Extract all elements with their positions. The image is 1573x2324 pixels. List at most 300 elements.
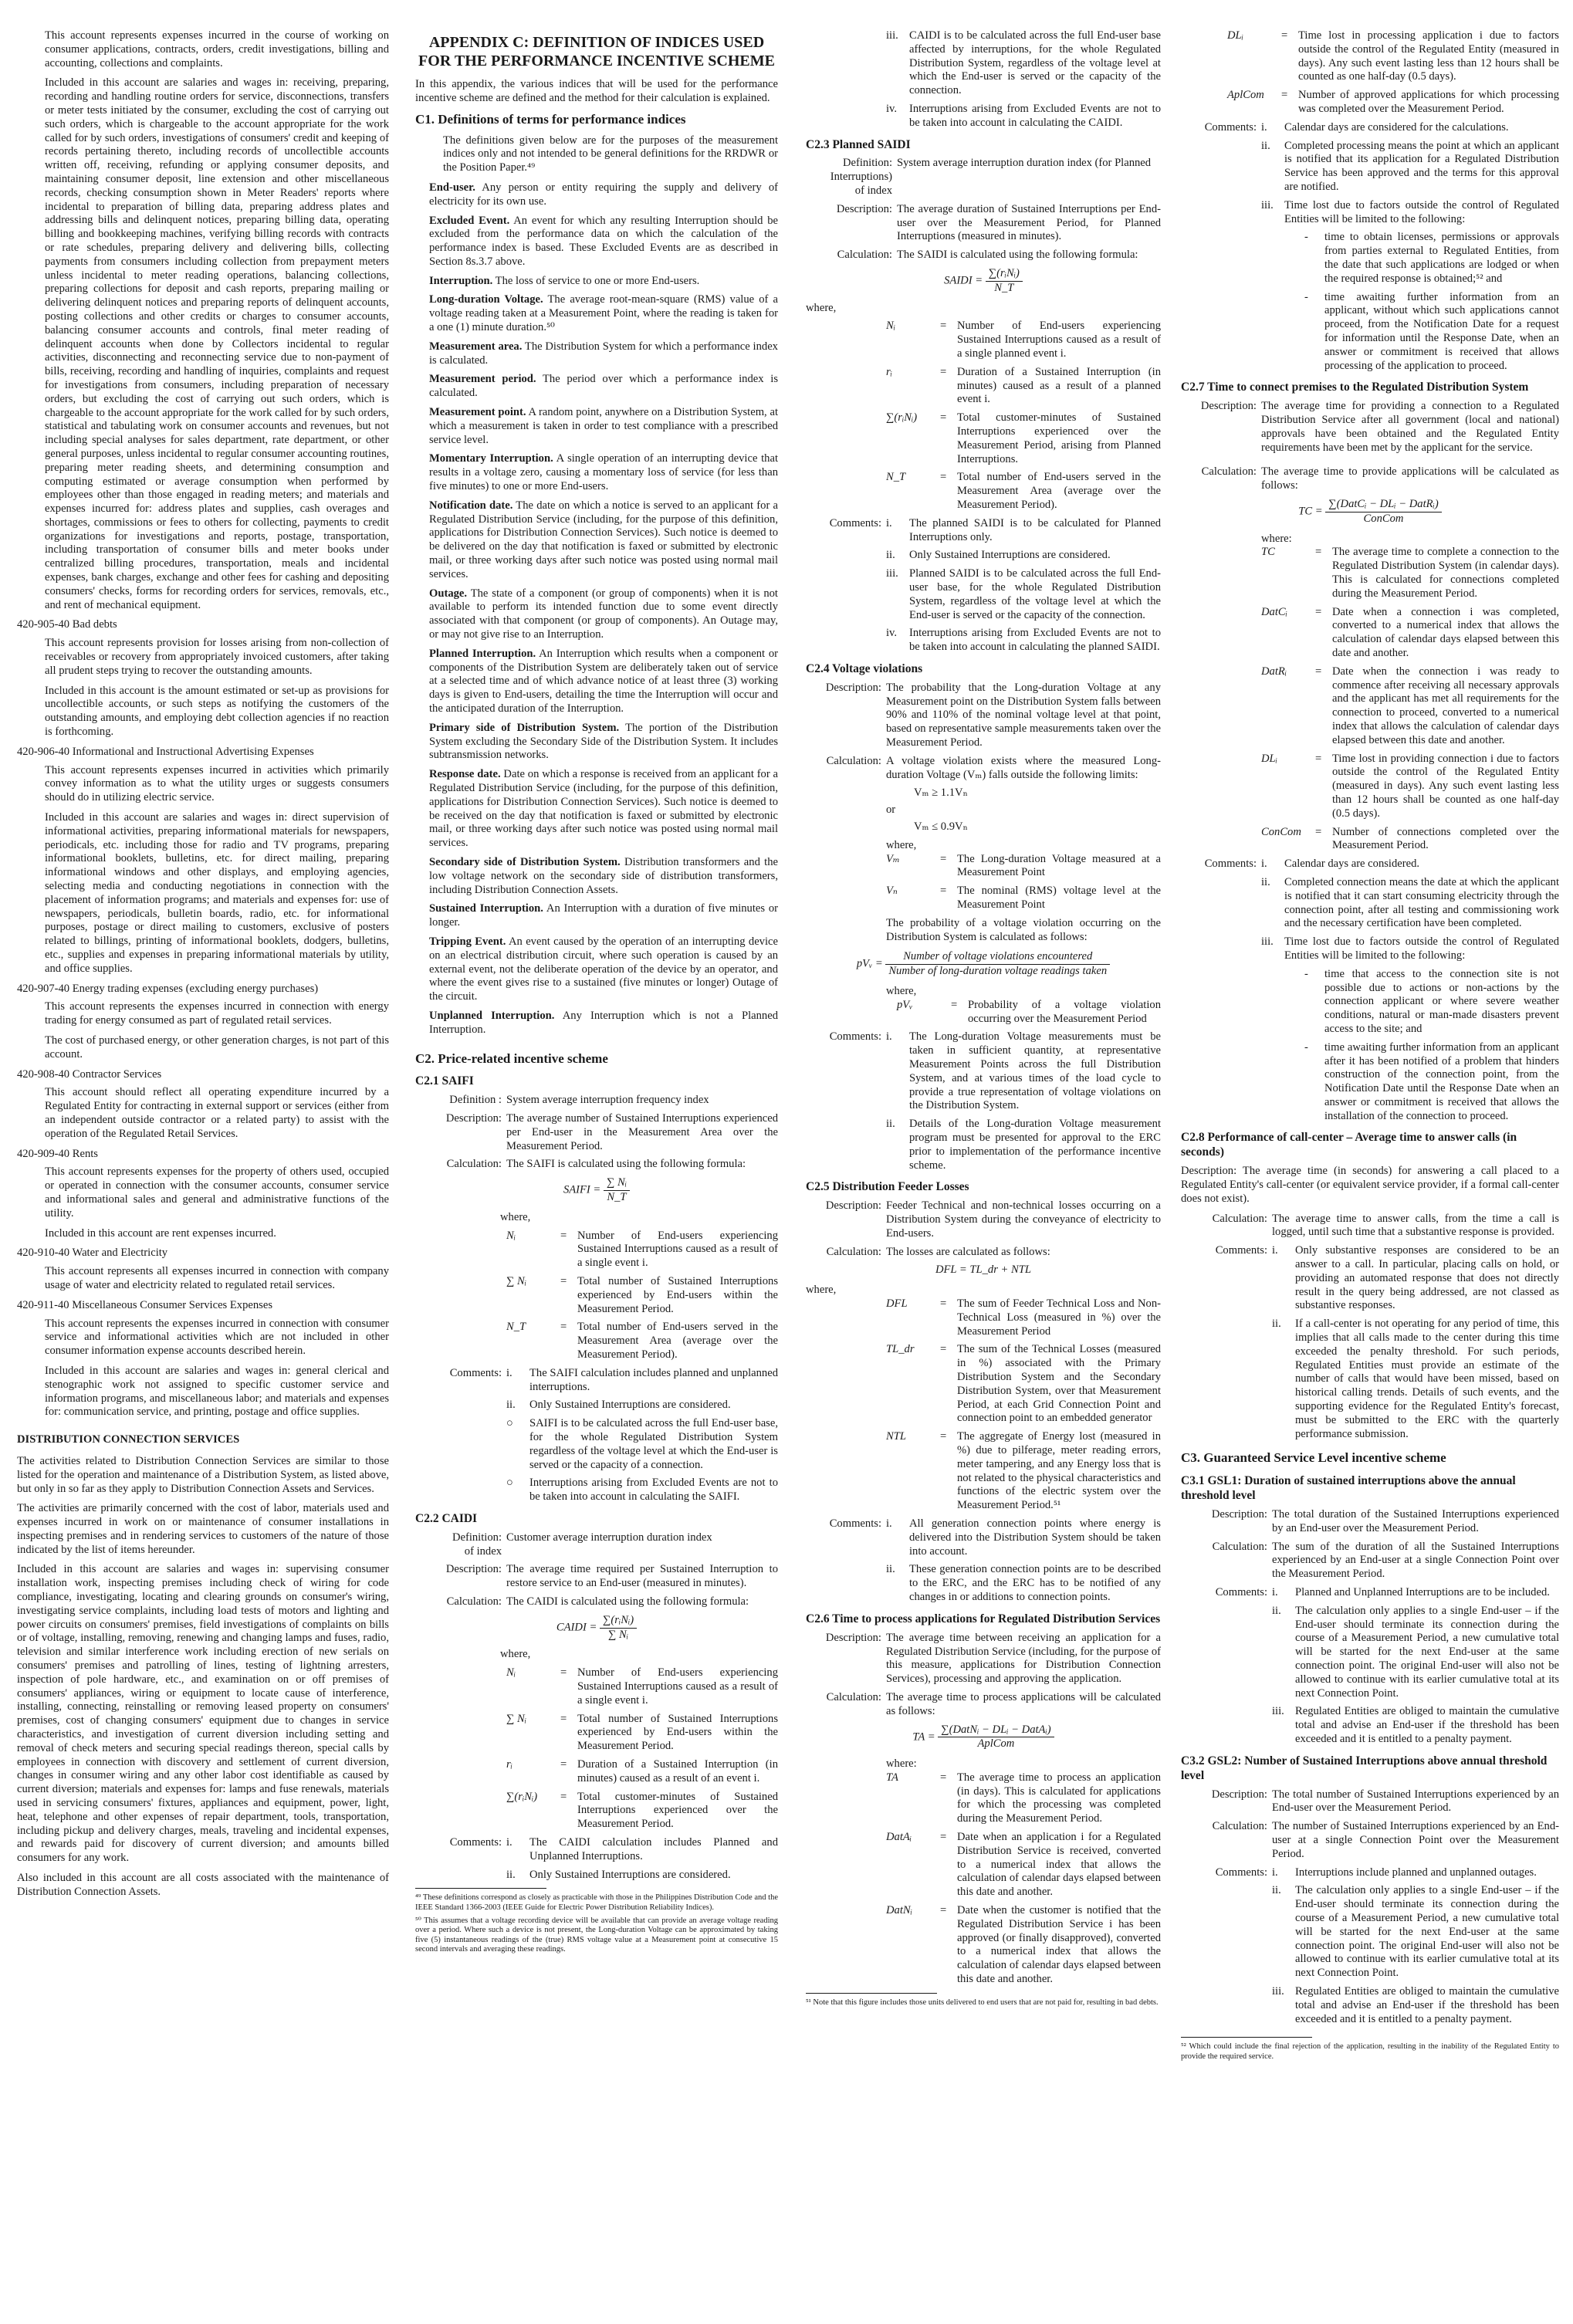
definition-term [415, 340, 778, 368]
term-definition: The Distribution System for which a performance index is calculated. [429, 340, 778, 367]
comment-number: i. [506, 1366, 512, 1379]
term-definition: The period over which a performance index is calculated. [429, 373, 778, 400]
call-center-comments [1181, 1244, 1559, 1441]
definition-term [415, 587, 778, 642]
definition-term [415, 406, 778, 447]
variable-row [886, 1297, 1161, 1338]
equals-sign: = [940, 1904, 947, 1917]
where-label: where, [806, 1284, 837, 1297]
field-label [415, 1417, 506, 1472]
term-definition: Distribution transformers and the low voltage network on the secondary side of distribution transformers, including Distribution Connection Assets. [429, 855, 778, 896]
comment-number: ii. [1261, 875, 1270, 888]
comment-row [806, 1030, 1161, 1113]
paragraph: This account should reflect all operating expenditure incurred by a Regulated Entity for contracting in external support or services (either from an independent outside contractor or a related party) to assist with the operation of the Regulated Retail Services. [45, 1086, 389, 1140]
field-label [1181, 935, 1261, 963]
footnote: ⁵⁰ This assumes that a voltage recording device will be available that can provide an average voltage reading over a period. Where such a device is not present, the Long-duration Voltage can be approximated by taking five (5) instantaneous readings of the (true) RMS voltage value at a Measurement point at consecutive 15 second intervals and averaging these readings. [415, 1916, 778, 1954]
equals-sign: = [1315, 546, 1322, 559]
field-label: Description: [825, 1199, 881, 1213]
term-definition: The loss of service to one or more End-users. [492, 274, 700, 287]
comment-number: iv. [886, 627, 898, 640]
variable-description: The average time to process an application (in days). This is calculated for applications for which the processing was completed during the Measurement Period. [957, 1771, 1161, 1825]
field-value: A voltage violation exists where the measured Long-duration Voltage (Vₘ) falls outside the following limits: [886, 754, 1161, 781]
variable-description: Total number of End-users served in the Measurement Area (average over the Measurement Period). [577, 1321, 778, 1361]
variable-description: Duration of a Sustained Interruption (in minutes) caused as a result of an event i. [577, 1757, 778, 1784]
comment-number: iii. [1272, 1984, 1284, 1998]
formula-denominator: AplCom [977, 1737, 1015, 1751]
account-code-heading: 420-906-40 Informational and Instructional Advertising Expenses [17, 745, 314, 758]
voltage-variables [806, 853, 1161, 912]
comment-row [1181, 1884, 1559, 1981]
variable-name: rᵢ [886, 365, 892, 378]
heading-gsl1: C3.1 GSL1: Duration of sustained interruptions above the annual threshold level [1181, 1474, 1516, 1503]
comment-text: Time lost due to factors outside the control of Regulated Entities will be limited to the following: [1284, 935, 1559, 962]
variable-description: Date when the customer is notified that the Regulated Distribution Service i has been approved (or finally disapproved), converted to a numerical index that allows the calculation of calendar days elapsed between this date and another. [957, 1904, 1161, 1986]
paragraph: The definitions given below are for the purposes of the measurement indices only and not intended to be general definitions for the RRDWR or the Position Paper.⁴⁹ [443, 134, 778, 174]
field-label: Description: [825, 681, 881, 694]
formula-lhs: pVᵥ = [856, 958, 883, 971]
description-row [806, 1632, 1161, 1686]
formula-lhs: SAIFI = [563, 1183, 601, 1196]
term-name: Outage. [429, 587, 468, 600]
bullet-dash: - [1304, 290, 1308, 303]
comment-text: All generation connection points where energy is delivered into the Distribution System should be taken into account. [909, 1517, 1161, 1558]
term-definition: The state of a component (or group of components) when it is not available to perform its intended function due to some event directly associated with that component (or group of components). An Outage may, or may not give rise to an Interruption. [429, 587, 778, 641]
comment-text: Only Sustained Interruptions are considered. [529, 1868, 731, 1881]
field-label: Definition: of index [452, 1531, 502, 1558]
equals-sign: = [940, 852, 947, 865]
paragraph: This account represents expenses for the property of others used, occupied or operated in connection with the consumer accounts, consumer service and informational sales and general and administrative functions of the utility. [45, 1165, 389, 1220]
term-definition: The portion of the Distribution System excluding the Secondary Side of the Distribution System. It includes subtransmission networks. [429, 721, 778, 762]
gsl1-comments [1181, 1586, 1559, 1747]
variable-name: DatRᵢ [1261, 665, 1287, 678]
field-label: Calculation: [837, 249, 892, 262]
field-value: The average time to provide applications will be calculated as follows: [1261, 465, 1559, 492]
heading-voltage-violations: C2.4 Voltage violations [806, 661, 923, 675]
field-label [806, 1118, 886, 1172]
variable-name: DLᵢ [1227, 29, 1243, 42]
heading-planned-saidi: C2.3 Planned SAIDI [806, 137, 911, 151]
formula-denominator: Number of long-duration voltage readings taken [888, 965, 1108, 978]
caidi-formula [415, 1614, 778, 1642]
equals-sign: = [940, 1297, 947, 1311]
comment-number: iii. [886, 29, 898, 42]
variable-description: Number of End-users experiencing Sustained Interruptions caused as a result of a single event i. [577, 1666, 778, 1707]
comment-number: i. [886, 516, 892, 529]
description-row [1181, 1788, 1559, 1816]
formula-numerator: ∑ Nᵢ [604, 1176, 630, 1191]
calculation-row [806, 1246, 1161, 1260]
comment-text: Planned SAIDI is to be calculated across the full End-user base, for the whole Regulated Distribution System, regardless of the voltage level at which the End-user is served or the capacity of the connection. [909, 567, 1161, 621]
definition-term [415, 215, 778, 269]
field-value: The average time for providing a connection to a Regulated Distribution Service after all government (local and national) approvals have been obtained and the Regulated Entity requirements have been met by the applicant for the service. [1261, 400, 1559, 454]
variable-row [1227, 29, 1559, 84]
equals-sign: = [560, 1321, 567, 1334]
paragraph: The cost of purchased energy, or other generation charges, is not part of this account. [45, 1033, 389, 1061]
field-value: System average interruption duration index (for Planned [897, 157, 1152, 170]
variable-row [897, 999, 1161, 1027]
formula-lhs: TA = [912, 1730, 935, 1744]
comment-number: ii. [1272, 1884, 1281, 1897]
formula-fraction [986, 267, 1023, 296]
calculation-row [415, 1595, 778, 1609]
field-label: Comments: [829, 1517, 881, 1531]
formula-fraction [604, 1176, 630, 1205]
field-label: Comments: [1215, 1585, 1267, 1598]
formula-numerator: ∑(DatNᵢ − DLᵢ − DatAᵢ) [938, 1724, 1054, 1738]
field-label [1181, 1318, 1272, 1441]
description-row [1181, 1508, 1559, 1536]
field-label [806, 29, 886, 98]
equals-sign: = [940, 1831, 947, 1844]
comment-number: ii. [506, 1399, 516, 1412]
term-name: Primary side of Distribution System. [429, 721, 620, 734]
variable-row [506, 1758, 778, 1786]
where-label: where, [806, 301, 837, 314]
bullet-dash: - [1304, 1040, 1308, 1054]
variable-description: The average time to complete a connection to the Regulated Distribution System (in calendar days). This is calculated for connections completed during the Measurement Period. [1332, 546, 1559, 600]
heading-feeder-losses: C2.5 Distribution Feeder Losses [806, 1180, 969, 1194]
formula-fraction [1325, 498, 1441, 526]
paragraph: Also included in this account are all costs associated with the maintenance of Distribution Connection Assets. [17, 1872, 389, 1898]
term-definition: An event for which any resulting Interruption should be excluded from the performance data on which the calculation of the performance index is based. These Excluded Events are as described in Section 8s.3.7 above. [429, 214, 778, 268]
variable-description: Time lost in providing connection i due to factors outside the control of the Regulated Entity (measured in days). Any such event lasting less than 12 hours shall be counted as one half-day (0.5 days). [1332, 752, 1559, 820]
account-code-heading: 420-909-40 Rents [17, 1147, 98, 1160]
term-definition: Any Interruption which is not a Planned Interruption. [429, 1009, 778, 1036]
bullet-item [1304, 231, 1559, 286]
equals-sign: = [1315, 665, 1322, 678]
field-label: Description: [445, 1563, 502, 1576]
field-label: Comments: [1215, 1244, 1267, 1257]
term-name: Measurement area. [429, 340, 523, 353]
term-name: Long-duration Voltage. [429, 293, 543, 306]
connection-time-variables [1181, 546, 1559, 853]
definitions-list [415, 181, 778, 1037]
definition-term [415, 452, 778, 493]
field-value: Feeder Technical and non-technical losses occurring on a Distribution System during the conveyance of electricity to End-users. [886, 1199, 1161, 1240]
variable-name: N_T [886, 471, 906, 484]
formula-lhs: TC = [1298, 505, 1323, 518]
field-label [1181, 1605, 1272, 1701]
variable-row [506, 1791, 778, 1832]
comment-text: Interruptions arising from Excluded Events are not to be taken into account in calculating the SAIFI. [529, 1477, 778, 1504]
calculation-row [806, 249, 1161, 262]
column-4 [1181, 29, 1559, 2065]
definition-row [415, 1531, 778, 1559]
field-value: The CAIDI is calculated using the following formula: [506, 1595, 749, 1608]
variable-name: ∑ Nᵢ [506, 1274, 527, 1287]
voltage-probability-formula [806, 950, 1161, 979]
variable-name: Nᵢ [506, 1666, 516, 1680]
bullet-item [1304, 1041, 1559, 1124]
comment-text: If a call-center is not operating for any period of time, this implies that all calls made to the center during this time exceeded the penalty threshold. For such periods, Regulated Entities must provide an estimate of the number of calls that would have been missed, based on historical calling trends. Details of such events, and the supporting evidence for the Regulated Entity's forecast, must be submitted to the ERC with the quarterly performance submission. [1295, 1318, 1559, 1440]
comment-row [806, 627, 1161, 655]
variable-description: Number of approved applications for which processing was completed over the Measurement Period. [1298, 89, 1559, 115]
feeder-loss-formula: DFL = TL_dr + NTL [935, 1263, 1032, 1277]
variable-row [886, 1430, 1161, 1513]
variable-description: The aggregate of Energy lost (measured in %) due to pilferage, meter reading errors, meter tampering, and any Energy loss that is not related to the physical characteristics and functions of the electric system over the Measurement Period.⁵¹ [957, 1430, 1161, 1512]
account-code-heading: 420-905-40 Bad debts [17, 618, 117, 631]
paragraph: Included in this account is the amount estimated or set-up as provisions for uncollectible accounts, or such steps as notifying the customers of the outstanding amounts, and employing debt collection agencies if no reaction is forthcoming. [45, 684, 389, 739]
column-2 [415, 29, 778, 1958]
variable-name: ConCom [1261, 825, 1301, 838]
or-label: or [886, 803, 896, 817]
variable-row [886, 411, 1161, 466]
term-definition: An Interruption which results when a component or components of the Distribution System are deliberately taken out of service at a selected time and of which advance notice of at least three (3) working days is given to End-users, detailing the time the Interruption will occur and the anticipated duration of the Interruption. [429, 647, 778, 715]
footnote: ⁵² Which could include the final rejection of the application, resulting in the inability of the Regulated Entity to provide the required service. [1181, 2042, 1559, 2061]
comment-number: ii. [886, 1563, 895, 1576]
field-label: Description: [445, 1111, 502, 1125]
feeder-loss-comments [806, 1517, 1161, 1605]
field-label: Definition: Interruptions) of index [830, 157, 892, 198]
variable-name: Vₘ [886, 852, 900, 865]
comment-text: Time lost due to factors outside the control of Regulated Entities will be limited to the following: [1284, 198, 1559, 225]
column-1 [17, 29, 389, 1906]
comment-row [1181, 858, 1559, 871]
field-label [806, 627, 886, 655]
comment-text: Only substantive responses are considered to be an answer to a call. In particular, placing calls on hold, or providing an automated response that does not directly result in the query being addressed, are not classed as substantive responses. [1295, 1244, 1559, 1312]
comment-number: i. [1272, 1866, 1278, 1879]
description-row [806, 682, 1161, 750]
variable-row [506, 1230, 778, 1270]
field-label: Comments: [829, 516, 881, 529]
equals-sign: = [1315, 605, 1322, 618]
formula-numerator: ∑(rᵢNᵢ) [600, 1614, 637, 1629]
comment-text: These generation connection points are to be described to the ERC, and the ERC has to be notified of any changes in or additions to connection points. [909, 1563, 1161, 1604]
paragraph: The probability of a voltage violation occurring on the Distribution System is calculated as follows: [886, 916, 1161, 943]
voltage-limit: Vₘ ≤ 0.9Vₙ [914, 820, 968, 834]
comment-text: Calendar days are considered for the calculations. [1284, 120, 1509, 134]
variable-description: Total number of Sustained Interruptions experienced by End-users within the Measurement Period. [577, 1274, 778, 1315]
calculation-row [806, 1691, 1161, 1719]
footnote-divider [415, 1888, 546, 1889]
comment-number: i. [506, 1835, 512, 1849]
term-definition: The average root-mean-square (RMS) value of a voltage reading taken at a Measurement Point, where the reading is taken for a one (1) minute duration.⁵⁰ [429, 293, 778, 334]
comment-text: Interruptions arising from Excluded Events are not to be taken into account in calculating the CAIDI. [909, 102, 1161, 129]
formula-numerator: ∑(rᵢNᵢ) [986, 267, 1023, 282]
comment-row [415, 1367, 778, 1395]
field-value: The number of Sustained Interruptions experienced by an End-user at a single Connection Point over the Measurement Period. [1272, 1820, 1559, 1860]
formula-fraction [885, 950, 1110, 979]
calculation-row [1181, 465, 1559, 493]
comment-number: iii. [886, 567, 898, 580]
heading-c3: C3. Guaranteed Service Level incentive scheme [1181, 1450, 1446, 1466]
equals-sign: = [940, 1430, 947, 1443]
field-label: Comments: [449, 1835, 502, 1849]
where-label: where, [886, 838, 917, 851]
field-label [806, 549, 886, 563]
comment-row [1181, 1586, 1559, 1600]
variable-name: Vₙ [886, 885, 898, 898]
variable-row [886, 1831, 1161, 1899]
comment-number: i. [1272, 1244, 1278, 1257]
term-definition: An Interruption with a duration of five minutes or longer. [429, 902, 778, 929]
variable-description: Total number of Sustained Interruptions experienced by End-users within the Measurement Period. [577, 1712, 778, 1753]
variable-name: rᵢ [506, 1757, 512, 1771]
comment-row [1181, 140, 1559, 195]
heading-c1: C1. Definitions of terms for performance indices [415, 111, 686, 127]
definition-term [415, 648, 778, 716]
description-row [806, 1199, 1161, 1240]
footnote: ⁵¹ Note that this figure includes those units delivered to end users that are not paid for, resulting in bad debts. [806, 1998, 1159, 2007]
saifi-variables [415, 1230, 778, 1362]
term-definition: A single operation of an interrupting device that results in a voltage zero, causing a momentary loss of service (for less than five minutes) to one or more End-users. [429, 452, 778, 493]
field-label: Description: [1211, 1788, 1267, 1801]
bullet-dash: - [1304, 967, 1308, 980]
account-code-heading: 420-907-40 Energy trading expenses (excluding energy purchases) [17, 982, 319, 995]
comment-row [415, 1836, 778, 1864]
field-label: Calculation: [826, 754, 881, 767]
equals-sign: = [560, 1666, 567, 1680]
comment-number: ii. [1272, 1318, 1281, 1331]
variable-description: Total customer-minutes of Sustained Interruptions experienced over the Measurement Period. [577, 1790, 778, 1831]
comment-text: Completed processing means the point at which an applicant is notified that its application for a Regulated Distribution Service has been approved and the terms for this approval are notified. [1284, 139, 1559, 193]
variable-row [886, 471, 1161, 512]
variable-name: TA [886, 1771, 898, 1784]
calculation-row [1181, 1541, 1559, 1581]
account-code-heading: 420-910-40 Water and Electricity [17, 1247, 168, 1260]
variable-row [886, 853, 1161, 881]
formula-fraction [938, 1724, 1054, 1752]
definition-term [415, 275, 778, 289]
field-label: Comments: [1204, 120, 1257, 134]
term-name: Unplanned Interruption. [429, 1009, 555, 1022]
comment-number: ii. [506, 1868, 516, 1881]
calculation-row [806, 755, 1161, 783]
definition-term [415, 1010, 778, 1037]
variable-row [886, 1904, 1161, 1987]
formula-numerator: ∑(DatCᵢ − DLᵢ − DatRᵢ) [1325, 498, 1441, 512]
variable-name: N_T [506, 1321, 526, 1334]
term-name: Measurement point. [429, 406, 526, 419]
term-name: Secondary side of Distribution System. [429, 855, 621, 868]
calculation-row [1181, 1820, 1559, 1861]
where-label: where, [886, 985, 917, 998]
field-value: The total number of Sustained Interruptions experienced by an End-user over the Measurement Period. [1272, 1788, 1559, 1815]
term-definition: A random point, anywhere on a Distribution System, at which a measurement is taken in order to test compliance with a prescribed service level. [429, 406, 778, 446]
variable-name: Nᵢ [886, 320, 896, 333]
field-value: The average time required per Sustained Interruption to restore service to an End-user (measured in minutes). [506, 1563, 778, 1590]
field-label: Comments: [449, 1366, 502, 1379]
comment-text: The planned SAIDI is to be calculated for Planned Interruptions only. [909, 516, 1161, 543]
processing-time-variables-continued [1181, 29, 1559, 117]
variable-description: Number of connections completed over the Measurement Period. [1332, 825, 1559, 852]
variable-row [506, 1713, 778, 1754]
term-name: End-user. [429, 181, 475, 194]
comment-row [1181, 1318, 1559, 1441]
field-value: The total duration of the Sustained Interruptions experienced by an End-user over the Measurement Period. [1272, 1507, 1559, 1534]
variable-description: The sum of the Technical Losses (measured in %) associated with the Primary Distribution System and the Secondary Distribution System, over that Measurement Period, at each Grid Connection Point and connection point to an embedded generator [957, 1343, 1161, 1425]
field-label: Calculation: [1201, 465, 1257, 479]
variable-description: Total number of End-users served in the Measurement Area (average over the Measurement Period). [957, 471, 1161, 512]
term-name: Interruption. [429, 274, 493, 287]
comment-number: i. [1261, 858, 1267, 871]
field-label [806, 1563, 886, 1604]
variable-name: Nᵢ [506, 1229, 516, 1242]
field-label: Comments: [1215, 1866, 1267, 1879]
comment-number: ii. [1272, 1604, 1281, 1617]
variable-row [886, 1771, 1161, 1826]
term-name: Tripping Event. [429, 935, 506, 948]
comment-row [806, 1517, 1161, 1558]
field-value: The average time to answer calls, from the time a call is logged, until such time that a substantive response is provided. [1272, 1212, 1559, 1239]
processing-time-formula [806, 1724, 1161, 1752]
comment-row [415, 1477, 778, 1504]
bullet-item [1304, 968, 1559, 1037]
definition-row [415, 1094, 778, 1108]
definition-term [415, 499, 778, 582]
field-label: Description: [836, 202, 892, 215]
comment-text: The calculation only applies to a single End-user – if the End-user should terminate its connection during the course of a Measurement Period, a new cumulative total will be started for the next End-user at the same connection point. The original End-user will also not be allowed to continue with its earlier cumulative total at its next Connection Point. [1295, 1884, 1559, 1980]
variable-name: DFL [886, 1297, 908, 1311]
term-definition: An event caused by the operation of an interrupting device on an electrical distribution circuit, where such operation is caused by an external event, not the deliberate operation of the device by an operator, and where the event gives rise to a sustained (five minutes or longer) Outage of the circuit. [429, 935, 778, 1003]
heading-gsl2: C3.2 GSL2: Number of Sustained Interruptions above annual threshold level [1181, 1754, 1548, 1782]
variable-name: TC [1261, 546, 1275, 559]
field-label: Calculation: [1212, 1540, 1267, 1553]
comment-row [1181, 121, 1559, 135]
field-label [1181, 199, 1261, 227]
variable-row [1261, 665, 1559, 748]
variable-description: Probability of a voltage violation occurring over the Measurement Period [968, 998, 1161, 1025]
variable-row [886, 366, 1161, 407]
footnote-divider [1181, 2037, 1312, 2038]
field-label [1181, 1884, 1272, 1981]
variable-description: Duration of a Sustained Interruption (in minutes) caused as a result of a planned event i. [957, 365, 1161, 406]
field-label [415, 1477, 506, 1504]
field-value: The probability that the Long-duration Voltage at any Measurement point on the Distribution System falls between 90% and 110% of the nominal voltage level at that point, based on representative sample measurements taken over the Measurement Period. [886, 681, 1161, 749]
definition-row [806, 157, 1161, 198]
field-label: Calculation: [826, 1690, 881, 1703]
comment-row [806, 29, 1161, 98]
formula-denominator: N_T [607, 1190, 627, 1203]
field-label [806, 567, 886, 622]
comment-text: SAIFI is to be calculated across the full End-user base, for the whole Regulated Distribution System regardless of the voltage level at which the End-user is served or the capacity of a connection. [529, 1417, 778, 1471]
field-label [806, 103, 886, 130]
saidi-variables [806, 320, 1161, 512]
paragraph: Included in this account are rent expenses incurred. [45, 1226, 276, 1240]
field-label: Calculation: [1212, 1212, 1267, 1225]
heading-connection-time: C2.7 Time to connect premises to the Regulated Distribution System [1181, 381, 1529, 394]
comment-row [1181, 1244, 1559, 1313]
paragraph: This account represents expenses incurred in activities which primarily convey information as to what the utility urges or suggests consumers should do in utilizing electric service. [45, 763, 389, 804]
variable-name: AplCom [1227, 89, 1264, 102]
comment-text: Calendar days are considered. [1284, 858, 1420, 871]
variable-name: ∑(rᵢNᵢ) [506, 1790, 538, 1803]
column-3 [806, 29, 1161, 2011]
comment-text: Interruptions arising from Excluded Events are not to be taken into account in calculating the planned SAIDI. [909, 627, 1161, 654]
paragraph: Included in this account are salaries and wages in: receiving, preparing, recording and handling routine orders for service, disconnections, transfers or meter tests initiated by the consumer, excluding the cost of carrying out such orders, which is chargeable to the account appropriate for the work called for by such orders, investigations of consumers' credit and keeping of records pertaining thereto, including records of uncollectible accounts written off, receiving, refunding or applying consumer deposits, and maintaining consumer deposit, line extension and other miscellaneous records, checking consumption shown in Meter Readers' reports where incidental to preparation of billing data, preparing address plates and addressing bills and delinquent notices, preparing billing data, operating billing and bookkeeping machines, verifying billing records with contracts or rate schedules, preparing delivery and delivering bills, collecting payments from consumers including collection from prepayment meters unless incidental to meter reading operations, balancing collections, preparing collections for deposit and cash reports, preparing mailing or delivering delinquent notices and preparing reports of delinquent accounts, posting collections and other credits or charges to consumer accounts, balancing consumer accounts and controls, final meter reading of delinquent accounts when done by Collectors incidental to regular activities, disconnecting and reconnecting service due to non-payment of bills, receiving, recording and handling of inquiries, complaints and request for investigations from consumers, including preparation of necessary orders, but excluding the cost of carrying out such orders, which is chargeable to the account appropriate for the work called for by such orders, statistical and tabulating work on consumer accounts and revenues, but not including special analyses for sales department, rate department, or other general purposes, unless incidental to regular consumer accounting routines, preparing meter reading sheets, and determining consumption and computing estimated or average consumption when performed by employees other than those engaged in reading meters; and materials and expenses incurred for: address plates and supplies, cash overages and shortages, commissions or fees to others for collecting, payments to credit organizations for investigations and reports, postage, transportation, including transportation of consumer bills and meter books under centralized billing procedures, transportation, meals and incidental expenses, bank charges, exchange and other fees for cashing and depositing consumers' checks, forms for recording orders for services, removals, etc., and rent of mechanical equipment. [45, 76, 389, 611]
heading-saifi: C2.1 SAIFI [415, 1074, 474, 1088]
variable-row [1261, 753, 1559, 821]
comment-row [1181, 1866, 1559, 1880]
footnote: ⁴⁹ These definitions correspond as closely as practicable with those in the Philippines Distribution Code and the IEEE Standard 1366-2003 (IEEE Guide for Electric Power Distribution Reliability Indices). [415, 1893, 778, 1912]
term-name: Notification date. [429, 499, 513, 512]
caidi-comments [415, 1836, 778, 1882]
paragraph: This account represents all expenses incurred in connection with company usage of water and electricity related to regulated retail services. [45, 1265, 389, 1291]
variable-row [1261, 606, 1559, 661]
term-definition: Date on which a response is received from an applicant for a Regulated Distribution Service (including, for the purpose of this definition, applications for Distribution Connection Services). Such notice is deemed to be received on the day that notification is faxed or submitted by electronic mail, or three working days after such notice was posted using normal mail services. [429, 768, 778, 850]
field-value: System average interruption frequency index [506, 1094, 709, 1107]
term-definition: The date on which a notice is served to an applicant for a Regulated Distribution Service (including, for the purpose of this definition, applications for Distribution Connection Services). Such notice is deemed to be delivered on the day that notification is faxed or submitted by electronic mail, or three working days after such notice was posted using normal mail services. [429, 499, 778, 580]
bullet-text: time to obtain licenses, permissions or approvals from parties external to Regulated Entities, from the date that such applications are lodged or when the required response is obtained;⁵² and [1324, 231, 1559, 285]
field-label: Calculation: [446, 1595, 502, 1608]
field-label: Calculation: [1212, 1820, 1267, 1833]
definition-term [415, 856, 778, 897]
voltage-limit: Vₘ ≥ 1.1Vₙ [914, 787, 968, 800]
equals-sign: = [560, 1229, 567, 1242]
field-label [1181, 876, 1261, 931]
field-label: Description: [1200, 400, 1257, 413]
field-label [415, 1399, 506, 1412]
